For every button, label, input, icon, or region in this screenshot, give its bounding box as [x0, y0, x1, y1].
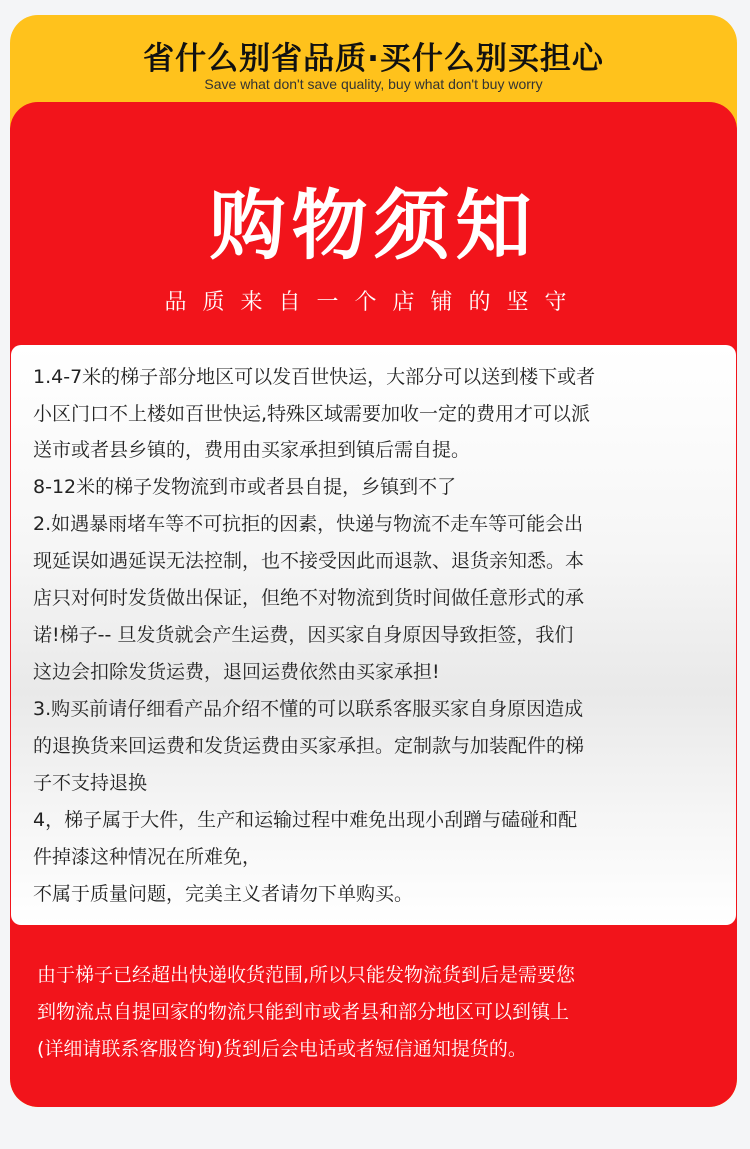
page-title: 购物须知 [209, 181, 538, 270]
footer-line: 由于梯子已经超出快递收货范围,所以只能发物流货到后是需要您 [37, 964, 576, 986]
page-subtitle: 品质来自一个店铺的坚守 [164, 290, 583, 315]
notice-line: 这边会扣除发货运费，退回运费依然由买家承担! [33, 661, 440, 683]
notice-line: 现延误如遇延误无法控制，也不接受因此而退款、退货亲知悉。本 [33, 550, 585, 572]
notice-line: 送市或者县乡镇的，费用由买家承担到镇后需自提。 [33, 439, 471, 461]
slogan-chinese: 省什么别省品质·买什么别买担心 [143, 41, 604, 77]
notice-line: 1.4-7米的梯子部分地区可以发百世快运，大部分可以送到楼下或者 [33, 366, 596, 388]
notice-line: 8-12米的梯子发物流到市或者县自提，乡镇到不了 [33, 476, 457, 498]
footer-line: (详细请联系客服咨询)货到后会电话或者短信通知提货的。 [37, 1038, 527, 1060]
footer-line: 到物流点自提回家的物流只能到市或者县和部分地区可以到镇上 [37, 1001, 570, 1023]
notice-line: 子不支持退换 [33, 772, 148, 794]
notice-line: 的退换货来回运费和发货运费由买家承担。定制款与加装配件的梯 [33, 735, 585, 757]
notice-content [11, 345, 736, 925]
notice-card [10, 15, 737, 1107]
notice-line: 店只对何时发货做出保证，但绝不对物流到货时间做任意形式的承 [33, 587, 585, 609]
notice-line: 不属于质量问题，完美主义者请勿下单购买。 [33, 883, 414, 905]
notice-line: 诺!梯子-- 旦发货就会产生运费，因买家自身原因导致拒签，我们 [33, 624, 574, 646]
notice-line: 2.如遇暴雨堵车等不可抗拒的因素，快递与物流不走车等可能会出 [33, 513, 584, 535]
notice-line: 小区门口不上楼如百世快运,特殊区域需要加收一定的费用才可以派 [33, 403, 591, 425]
notice-line: 件掉漆这种情况在所难免， [33, 846, 262, 868]
notice-line: 3.购买前请仔细看产品介绍不懂的可以联系客服买家自身原因造成 [33, 698, 584, 720]
notice-line: 4，梯子属于大件，生产和运输过程中难免出现小刮蹭与磕碰和配 [33, 809, 578, 831]
slogan-english: Save what don't save quality, buy what don't buy worry [204, 76, 543, 92]
